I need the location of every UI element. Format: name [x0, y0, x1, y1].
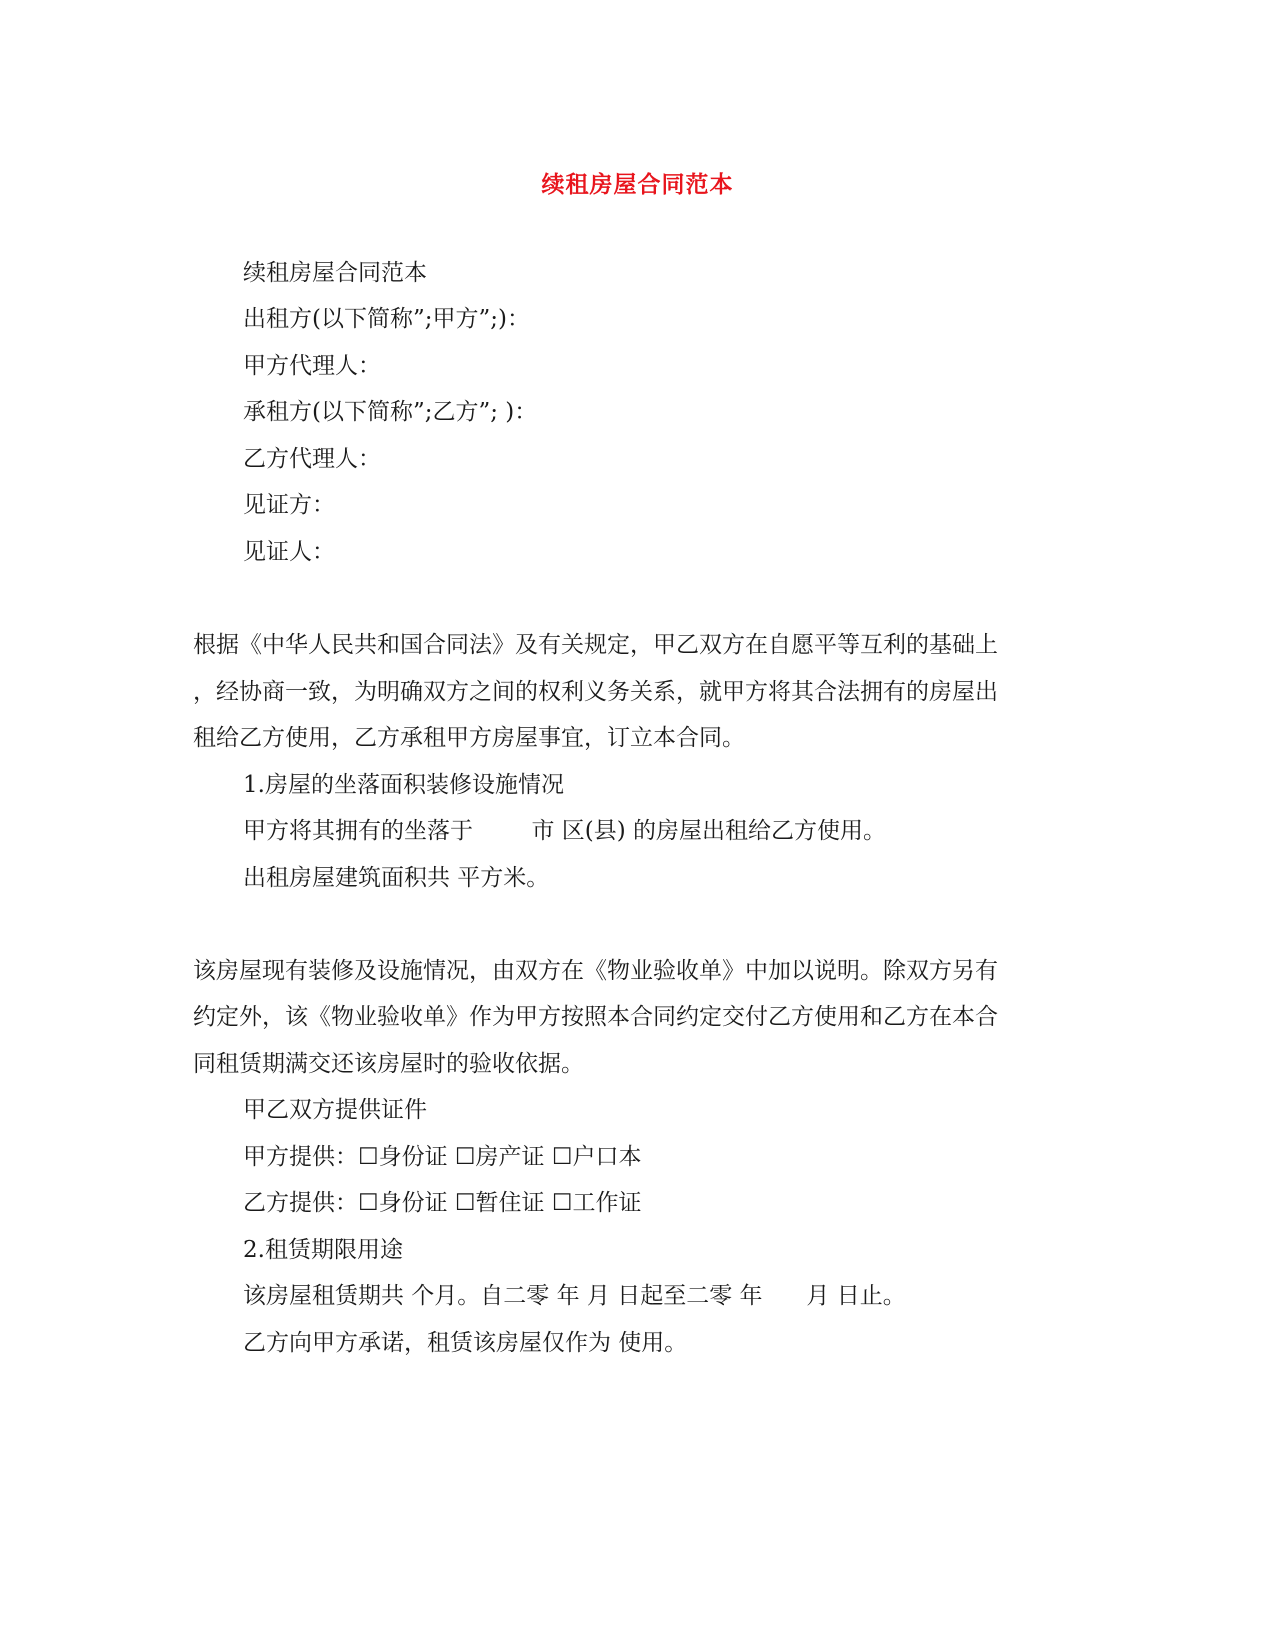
header-line-lessee: 承租方(以下简称”;乙方”; )：	[243, 399, 538, 425]
paragraph-line: 甲方将其拥有的坐落于 市 区(县) 的房屋出租给乙方使用。	[243, 818, 887, 844]
paragraph-line: ，经协商一致，为明确双方之间的权利义务关系，就甲方将其合法拥有的房屋出	[193, 679, 998, 705]
checklist-line-lessor: 甲方提供：☐身份证 ☐房产证 ☐户口本	[243, 1144, 642, 1170]
paragraph-line: 约定外，该《物业验收单》作为甲方按照本合同约定交付乙方使用和乙方在本合	[193, 1004, 998, 1030]
paragraph-line: 根据《中华人民共和国合同法》及有关规定，甲乙双方在自愿平等互利的基础上	[193, 632, 998, 658]
header-line-lessee-agent: 乙方代理人：	[243, 446, 381, 472]
section-heading: 2.租赁期限用途	[243, 1237, 403, 1263]
checklist-line-lessee: 乙方提供：☐身份证 ☐暂住证 ☐工作证	[243, 1190, 642, 1216]
paragraph-line: 同租赁期满交还该房屋时的验收依据。	[193, 1051, 584, 1077]
document-title: 续租房屋合同范本	[541, 172, 734, 198]
paragraph-line: 该房屋租赁期共 个月。自二零 年 月 日起至二零 年 月 日止。	[243, 1283, 906, 1309]
paragraph-line: 乙方向甲方承诺，租赁该房屋仅作为 使用。	[243, 1330, 688, 1356]
paragraph-line: 租给乙方使用，乙方承租甲方房屋事宜，订立本合同。	[193, 725, 745, 751]
header-line-witness-party: 见证方：	[243, 492, 335, 518]
header-line-witness: 见证人：	[243, 539, 335, 565]
section-heading: 甲乙双方提供证件	[243, 1097, 427, 1123]
header-line-subtitle: 续租房屋合同范本	[243, 260, 427, 286]
paragraph-line: 该房屋现有装修及设施情况，由双方在《物业验收单》中加以说明。除双方另有	[193, 958, 998, 984]
section-heading: 1.房屋的坐落面积装修设施情况	[243, 772, 564, 798]
header-line-lessor-agent: 甲方代理人：	[243, 353, 381, 379]
paragraph-line: 出租房屋建筑面积共 平方米。	[243, 865, 550, 891]
header-line-lessor: 出租方(以下简称”;甲方”;)：	[243, 306, 530, 332]
